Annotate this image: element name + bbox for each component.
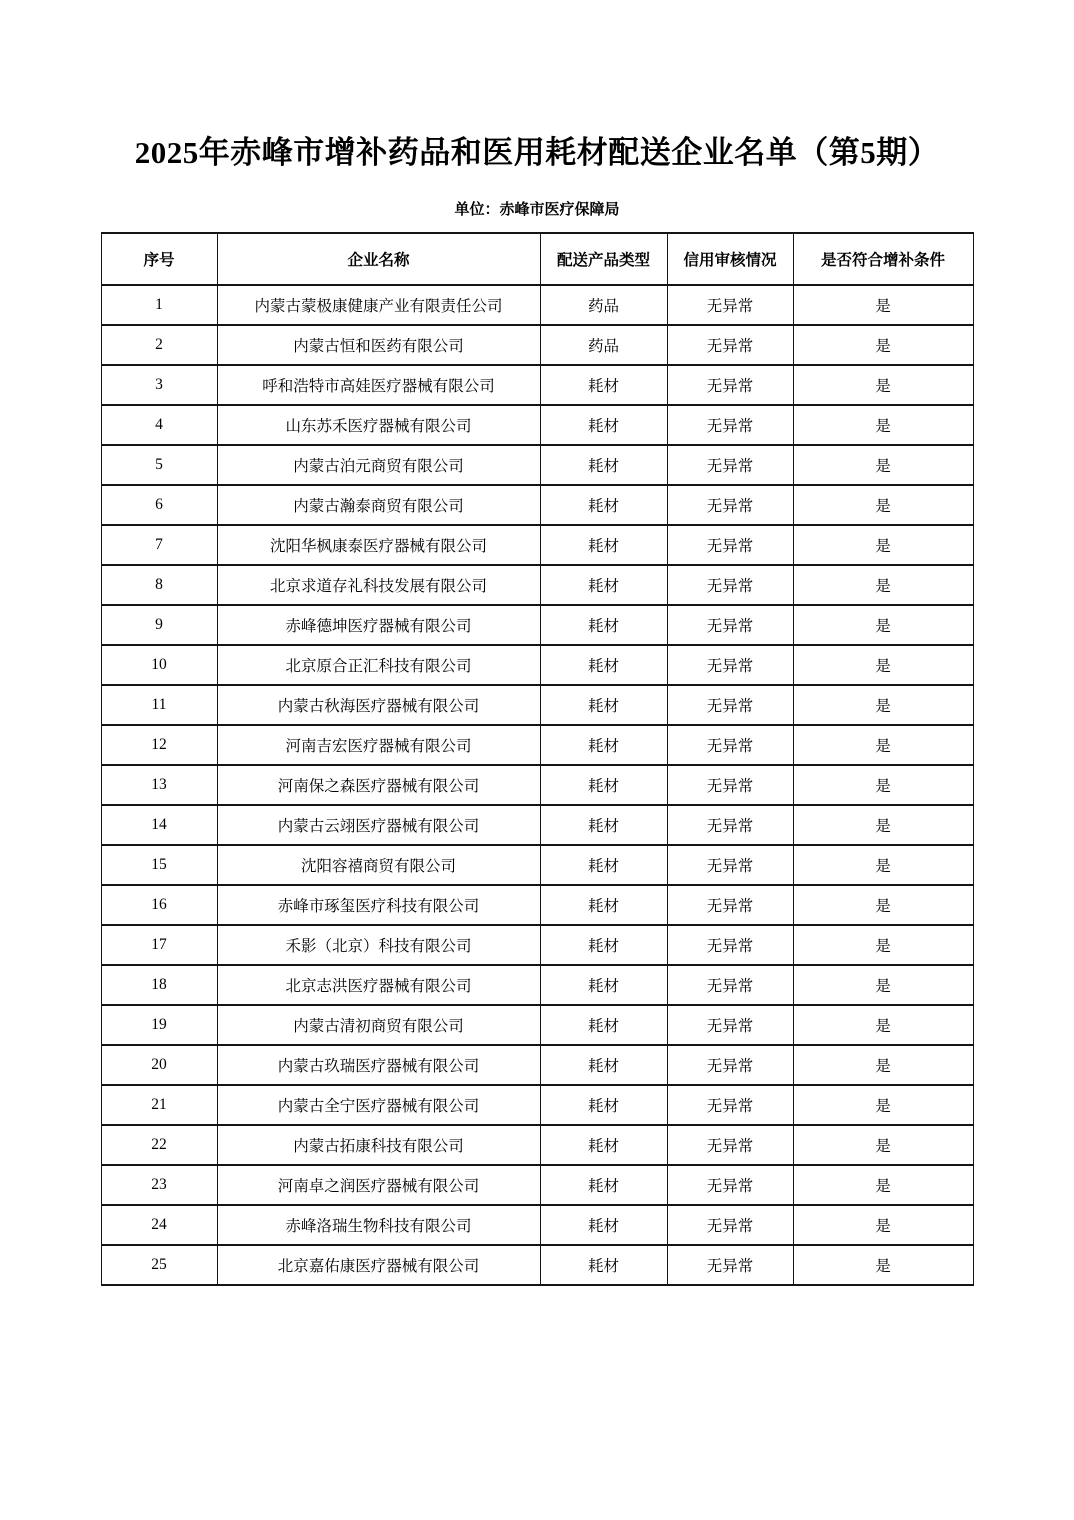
eligibility-cell: 是: [793, 645, 973, 685]
eligibility-cell: 是: [793, 845, 973, 885]
table-row: [101, 925, 973, 965]
credit-status-cell: 无异常: [667, 805, 793, 845]
eligibility-cell: 是: [793, 805, 973, 845]
company-name-cell: 河南卓之润医疗器械有限公司: [217, 1165, 540, 1205]
table-row: [101, 685, 973, 725]
company-name-cell: 赤峰洛瑞生物科技有限公司: [217, 1205, 540, 1245]
row-index-cell: 23: [101, 1165, 217, 1205]
row-index-cell: 7: [101, 525, 217, 565]
row-index-cell: 11: [101, 685, 217, 725]
eligibility-cell: 是: [793, 485, 973, 525]
credit-status-cell: 无异常: [667, 1005, 793, 1045]
product-type-cell: 耗材: [540, 765, 667, 805]
row-index-cell: 15: [101, 845, 217, 885]
credit-status-cell: 无异常: [667, 565, 793, 605]
credit-status-cell: 无异常: [667, 1045, 793, 1085]
eligibility-cell: 是: [793, 325, 973, 365]
eligibility-cell: 是: [793, 1085, 973, 1125]
column-header-eligibility-cell: 是否符合增补条件: [793, 233, 973, 285]
credit-status-cell: 无异常: [667, 725, 793, 765]
row-index-cell: 8: [101, 565, 217, 605]
product-type-cell: 耗材: [540, 405, 667, 445]
row-index-cell: 5: [101, 445, 217, 485]
eligibility-cell: 是: [793, 1205, 973, 1245]
table-row: [101, 485, 973, 525]
eligibility-cell: 是: [793, 285, 973, 325]
row-index-cell: 2: [101, 325, 217, 365]
product-type-cell: 耗材: [540, 885, 667, 925]
product-type-cell: 耗材: [540, 525, 667, 565]
row-index-cell: 6: [101, 485, 217, 525]
row-index-cell: 25: [101, 1245, 217, 1285]
table-row: [101, 1085, 973, 1125]
table-row: [101, 325, 973, 365]
row-index-cell: 19: [101, 1005, 217, 1045]
product-type-cell: 耗材: [540, 1165, 667, 1205]
eligibility-cell: 是: [793, 525, 973, 565]
table-row: [101, 645, 973, 685]
eligibility-cell: 是: [793, 965, 973, 1005]
company-name-cell: 内蒙古蒙极康健康产业有限责任公司: [217, 285, 540, 325]
product-type-cell: 耗材: [540, 1005, 667, 1045]
credit-status-cell: 无异常: [667, 1085, 793, 1125]
eligibility-cell: 是: [793, 365, 973, 405]
table-row: [101, 1245, 973, 1285]
row-index-cell: 13: [101, 765, 217, 805]
company-name-cell: 内蒙古云翊医疗器械有限公司: [217, 805, 540, 845]
company-name-cell: 内蒙古拓康科技有限公司: [217, 1125, 540, 1165]
company-name-cell: 呼和浩特市高娃医疗器械有限公司: [217, 365, 540, 405]
credit-status-cell: 无异常: [667, 885, 793, 925]
table-row: [101, 725, 973, 765]
table-row: [101, 765, 973, 805]
page-title: 2025年赤峰市增补药品和医用耗材配送企业名单（第5期）: [134, 135, 940, 170]
eligibility-cell: 是: [793, 605, 973, 645]
company-name-cell: 北京嘉佑康医疗器械有限公司: [217, 1245, 540, 1285]
row-index-cell: 9: [101, 605, 217, 645]
row-index-cell: 18: [101, 965, 217, 1005]
product-type-cell: 耗材: [540, 445, 667, 485]
company-name-cell: 北京志洪医疗器械有限公司: [217, 965, 540, 1005]
product-type-cell: 耗材: [540, 645, 667, 685]
product-type-cell: 耗材: [540, 1045, 667, 1085]
table-row: [101, 285, 973, 325]
column-header-credit-status-cell: 信用审核情况: [667, 233, 793, 285]
table-row: [101, 1165, 973, 1205]
table-row: [101, 1005, 973, 1045]
credit-status-cell: 无异常: [667, 525, 793, 565]
company-name-cell: 沈阳容禧商贸有限公司: [217, 845, 540, 885]
product-type-cell: 耗材: [540, 925, 667, 965]
eligibility-cell: 是: [793, 685, 973, 725]
eligibility-cell: 是: [793, 1245, 973, 1285]
product-type-cell: 耗材: [540, 1085, 667, 1125]
credit-status-cell: 无异常: [667, 1245, 793, 1285]
product-type-cell: 耗材: [540, 965, 667, 1005]
credit-status-cell: 无异常: [667, 405, 793, 445]
eligibility-cell: 是: [793, 1165, 973, 1205]
credit-status-cell: 无异常: [667, 285, 793, 325]
credit-status-cell: 无异常: [667, 685, 793, 725]
eligibility-cell: 是: [793, 765, 973, 805]
company-name-cell: 赤峰德坤医疗器械有限公司: [217, 605, 540, 645]
product-type-cell: 耗材: [540, 605, 667, 645]
company-name-cell: 内蒙古清初商贸有限公司: [217, 1005, 540, 1045]
product-type-cell: 耗材: [540, 1245, 667, 1285]
credit-status-cell: 无异常: [667, 765, 793, 805]
company-name-cell: 内蒙古玖瑞医疗器械有限公司: [217, 1045, 540, 1085]
table-row: [101, 1045, 973, 1085]
row-index-cell: 3: [101, 365, 217, 405]
product-type-cell: 耗材: [540, 565, 667, 605]
company-name-cell: 山东苏禾医疗器械有限公司: [217, 405, 540, 445]
row-index-cell: 12: [101, 725, 217, 765]
table-row: [101, 1125, 973, 1165]
credit-status-cell: 无异常: [667, 845, 793, 885]
eligibility-cell: 是: [793, 1125, 973, 1165]
company-name-cell: 内蒙古全宁医疗器械有限公司: [217, 1085, 540, 1125]
credit-status-cell: 无异常: [667, 605, 793, 645]
eligibility-cell: 是: [793, 925, 973, 965]
product-type-cell: 耗材: [540, 805, 667, 845]
company-name-cell: 禾影（北京）科技有限公司: [217, 925, 540, 965]
credit-status-cell: 无异常: [667, 325, 793, 365]
eligibility-cell: 是: [793, 565, 973, 605]
row-index-cell: 21: [101, 1085, 217, 1125]
column-header-row-index-cell: 序号: [101, 233, 217, 285]
table-row: [101, 605, 973, 645]
row-index-cell: 10: [101, 645, 217, 685]
table-row: [101, 405, 973, 445]
product-type-cell: 耗材: [540, 845, 667, 885]
credit-status-cell: 无异常: [667, 1205, 793, 1245]
company-name-cell: 河南吉宏医疗器械有限公司: [217, 725, 540, 765]
company-name-cell: 赤峰市琢玺医疗科技有限公司: [217, 885, 540, 925]
companies-table: [101, 232, 974, 1286]
row-index-cell: 20: [101, 1045, 217, 1085]
company-name-cell: 内蒙古瀚泰商贸有限公司: [217, 485, 540, 525]
credit-status-cell: 无异常: [667, 1125, 793, 1165]
credit-status-cell: 无异常: [667, 485, 793, 525]
row-index-cell: 14: [101, 805, 217, 845]
product-type-cell: 药品: [540, 325, 667, 365]
product-type-cell: 耗材: [540, 685, 667, 725]
table-row: [101, 845, 973, 885]
product-type-cell: 耗材: [540, 365, 667, 405]
eligibility-cell: 是: [793, 1045, 973, 1085]
product-type-cell: 耗材: [540, 1205, 667, 1245]
unit-label: 单位：赤峰市医疗保障局: [454, 201, 620, 218]
eligibility-cell: 是: [793, 405, 973, 445]
row-index-cell: 17: [101, 925, 217, 965]
table-row: [101, 365, 973, 405]
company-name-cell: 内蒙古恒和医药有限公司: [217, 325, 540, 365]
eligibility-cell: 是: [793, 725, 973, 765]
company-name-cell: 河南保之森医疗器械有限公司: [217, 765, 540, 805]
credit-status-cell: 无异常: [667, 965, 793, 1005]
company-name-cell: 北京求道存礼科技发展有限公司: [217, 565, 540, 605]
row-index-cell: 1: [101, 285, 217, 325]
company-name-cell: 北京原合正汇科技有限公司: [217, 645, 540, 685]
table-row: [101, 805, 973, 845]
column-header-product-type-cell: 配送产品类型: [540, 233, 667, 285]
credit-status-cell: 无异常: [667, 365, 793, 405]
company-name-cell: 内蒙古泊元商贸有限公司: [217, 445, 540, 485]
table-row: [101, 565, 973, 605]
row-index-cell: 22: [101, 1125, 217, 1165]
product-type-cell: 耗材: [540, 1125, 667, 1165]
credit-status-cell: 无异常: [667, 1165, 793, 1205]
eligibility-cell: 是: [793, 885, 973, 925]
table-body: [101, 285, 973, 1285]
product-type-cell: 耗材: [540, 485, 667, 525]
header-row: [101, 233, 973, 285]
row-index-cell: 4: [101, 405, 217, 445]
table-row: [101, 885, 973, 925]
column-header-company-name-cell: 企业名称: [217, 233, 540, 285]
table-row: [101, 525, 973, 565]
product-type-cell: 耗材: [540, 725, 667, 765]
eligibility-cell: 是: [793, 1005, 973, 1045]
credit-status-cell: 无异常: [667, 445, 793, 485]
eligibility-cell: 是: [793, 445, 973, 485]
row-index-cell: 24: [101, 1205, 217, 1245]
table-row: [101, 445, 973, 485]
table-row: [101, 1205, 973, 1245]
product-type-cell: 药品: [540, 285, 667, 325]
company-name-cell: 内蒙古秋海医疗器械有限公司: [217, 685, 540, 725]
table-row: [101, 965, 973, 1005]
row-index-cell: 16: [101, 885, 217, 925]
credit-status-cell: 无异常: [667, 645, 793, 685]
company-name-cell: 沈阳华枫康泰医疗器械有限公司: [217, 525, 540, 565]
credit-status-cell: 无异常: [667, 925, 793, 965]
